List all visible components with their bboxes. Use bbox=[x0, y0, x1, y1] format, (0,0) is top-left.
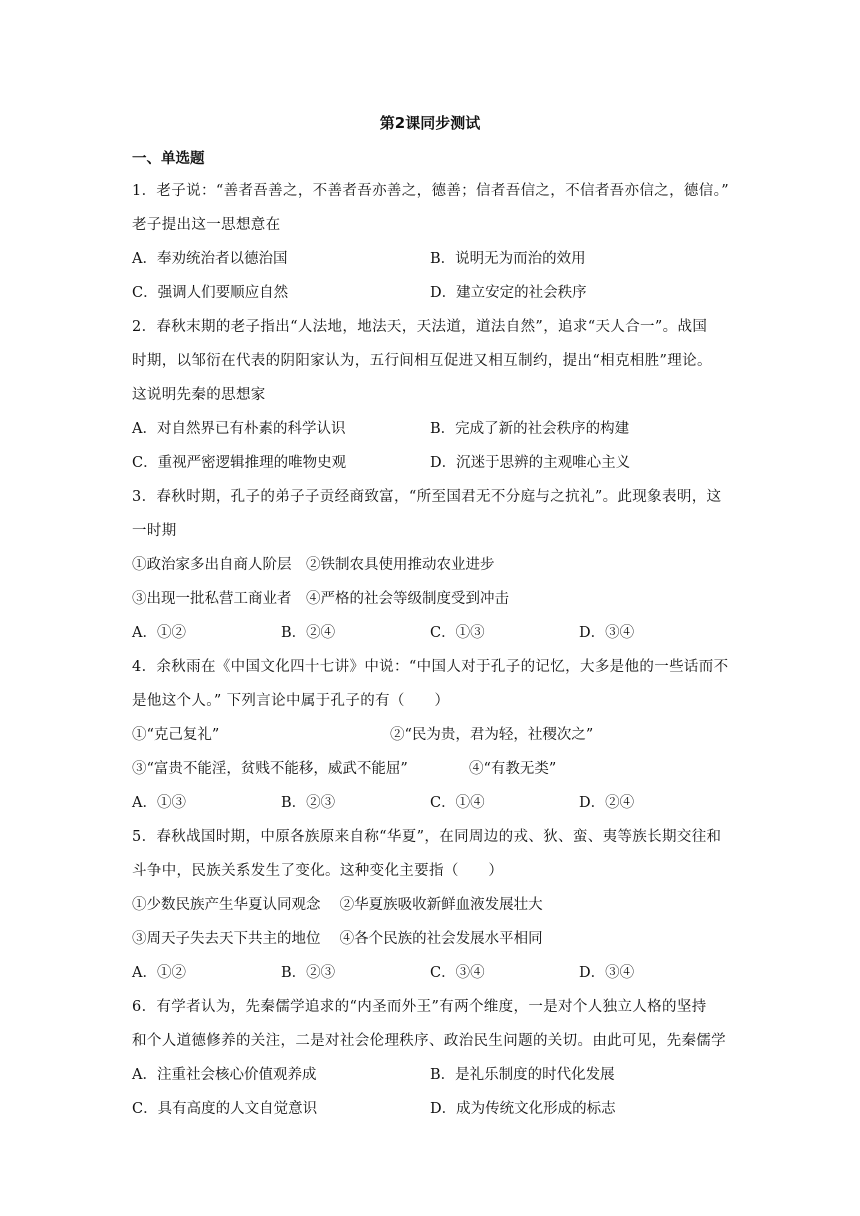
q3-option-c: C．①③ bbox=[430, 625, 485, 641]
q2-option-d: D．沉迷于思辨的主观唯心主义 bbox=[430, 455, 631, 471]
q2-stem-line-3: 这说明先秦的思想家 bbox=[132, 387, 266, 403]
q6-stem-line-1: 6．有学者认为，先秦儒学追求的“内圣而外王”有两个维度，一是对个人独立人格的坚持 bbox=[132, 999, 707, 1015]
q3-item-line-1: ①政治家多出自商人阶层 ②铁制农具使用推动农业进步 bbox=[132, 557, 495, 573]
q5-item-line-2: ③周天子失去天下共主的地位 ④各个民族的社会发展水平相同 bbox=[132, 931, 543, 947]
q3-option-d: D．③④ bbox=[579, 625, 635, 641]
q6-option-a: A．注重社会核心价值观养成 bbox=[132, 1067, 317, 1083]
q1-stem-line-2: 老子提出这一思想意在 bbox=[132, 217, 281, 233]
q2-stem-line-1: 2．春秋末期的老子指出“人法地，地法天，天法道，道法自然”，追求“天人合一”。战国 bbox=[132, 319, 708, 335]
q3-option-a: A．①② bbox=[132, 625, 186, 641]
q4-item-4: ④“有教无类” bbox=[469, 761, 557, 777]
q4-option-c: C．①④ bbox=[430, 795, 485, 811]
q2-option-b: B．完成了新的社会秩序的构建 bbox=[430, 421, 630, 437]
section-heading: 一、单选题 bbox=[132, 151, 205, 167]
page-title: 第2课同步测试 bbox=[379, 114, 481, 132]
q4-stem-line-2: 是他这个人。” 下列言论中属于孔子的有（ ） bbox=[132, 693, 450, 709]
q2-option-a: A．对自然界已有朴素的科学认识 bbox=[132, 421, 346, 437]
q5-option-d: D．③④ bbox=[579, 965, 635, 981]
q4-stem-line-1: 4．余秋雨在《中国文化四十七讲》中说：“中国人对于孔子的记忆，大多是他的一些话而不 bbox=[132, 659, 729, 675]
q3-stem-line-1: 3．春秋时期，孔子的弟子子贡经商致富，“所至国君无不分庭与之抗礼”。此现象表明，这 bbox=[132, 489, 722, 505]
q3-item-line-2: ③出现一批私营工商业者 ④严格的社会等级制度受到冲击 bbox=[132, 591, 509, 607]
q4-option-a: A．①③ bbox=[132, 795, 186, 811]
q4-option-b: B．②③ bbox=[281, 795, 336, 811]
q5-option-a: A．①② bbox=[132, 965, 186, 981]
q4-item-1: ①“克己复礼” bbox=[132, 727, 220, 743]
q5-stem-line-2: 斗争中，民族关系发生了变化。这种变化主要指（ ） bbox=[132, 863, 504, 879]
q6-option-c: C．具有高度的人文自觉意识 bbox=[132, 1101, 318, 1117]
q3-option-b: B．②④ bbox=[281, 625, 336, 641]
q5-option-c: C．③④ bbox=[430, 965, 485, 981]
q6-stem-line-2: 和个人道德修养的关注，二是对社会伦理秩序、政治民生问题的关切。由此可见，先秦儒学 bbox=[132, 1033, 726, 1049]
q2-option-c: C．重视严密逻辑推理的唯物史观 bbox=[132, 455, 347, 471]
q2-stem-line-2: 时期，以邹衍在代表的阴阳家认为，五行间相互促进又相互制约，提出“相克相胜”理论。 bbox=[132, 353, 712, 369]
q6-option-d: D．成为传统文化形成的标志 bbox=[430, 1101, 616, 1117]
q5-option-b: B．②③ bbox=[281, 965, 336, 981]
q6-option-b: B．是礼乐制度的时代化发展 bbox=[430, 1067, 615, 1083]
q1-option-b: B．说明无为而治的效用 bbox=[430, 251, 586, 267]
q1-option-a: A．奉劝统治者以德治国 bbox=[132, 251, 288, 267]
q4-option-d: D．②④ bbox=[579, 795, 635, 811]
q5-item-line-1: ①少数民族产生华夏认同观念 ②华夏族吸收新鲜血液发展壮大 bbox=[132, 897, 543, 913]
q1-option-d: D．建立安定的社会秩序 bbox=[430, 285, 587, 301]
q1-stem-line-1: 1．老子说：“善者吾善之，不善者吾亦善之，德善；信者吾信之，不信者吾亦信之，德信。” bbox=[132, 183, 729, 199]
q5-stem-line-1: 5．春秋战国时期，中原各族原来自称“华夏”，在同周边的戎、狄、蛮、夷等族长期交往和 bbox=[132, 829, 722, 845]
q1-option-c: C．强调人们要顺应自然 bbox=[132, 285, 289, 301]
q4-item-3: ③“富贵不能淫，贫贱不能移，威武不能屈” bbox=[132, 761, 408, 777]
q3-stem-line-2: 一时期 bbox=[132, 523, 177, 539]
q4-item-2: ②“民为贵，君为轻，社稷次之” bbox=[390, 727, 594, 743]
